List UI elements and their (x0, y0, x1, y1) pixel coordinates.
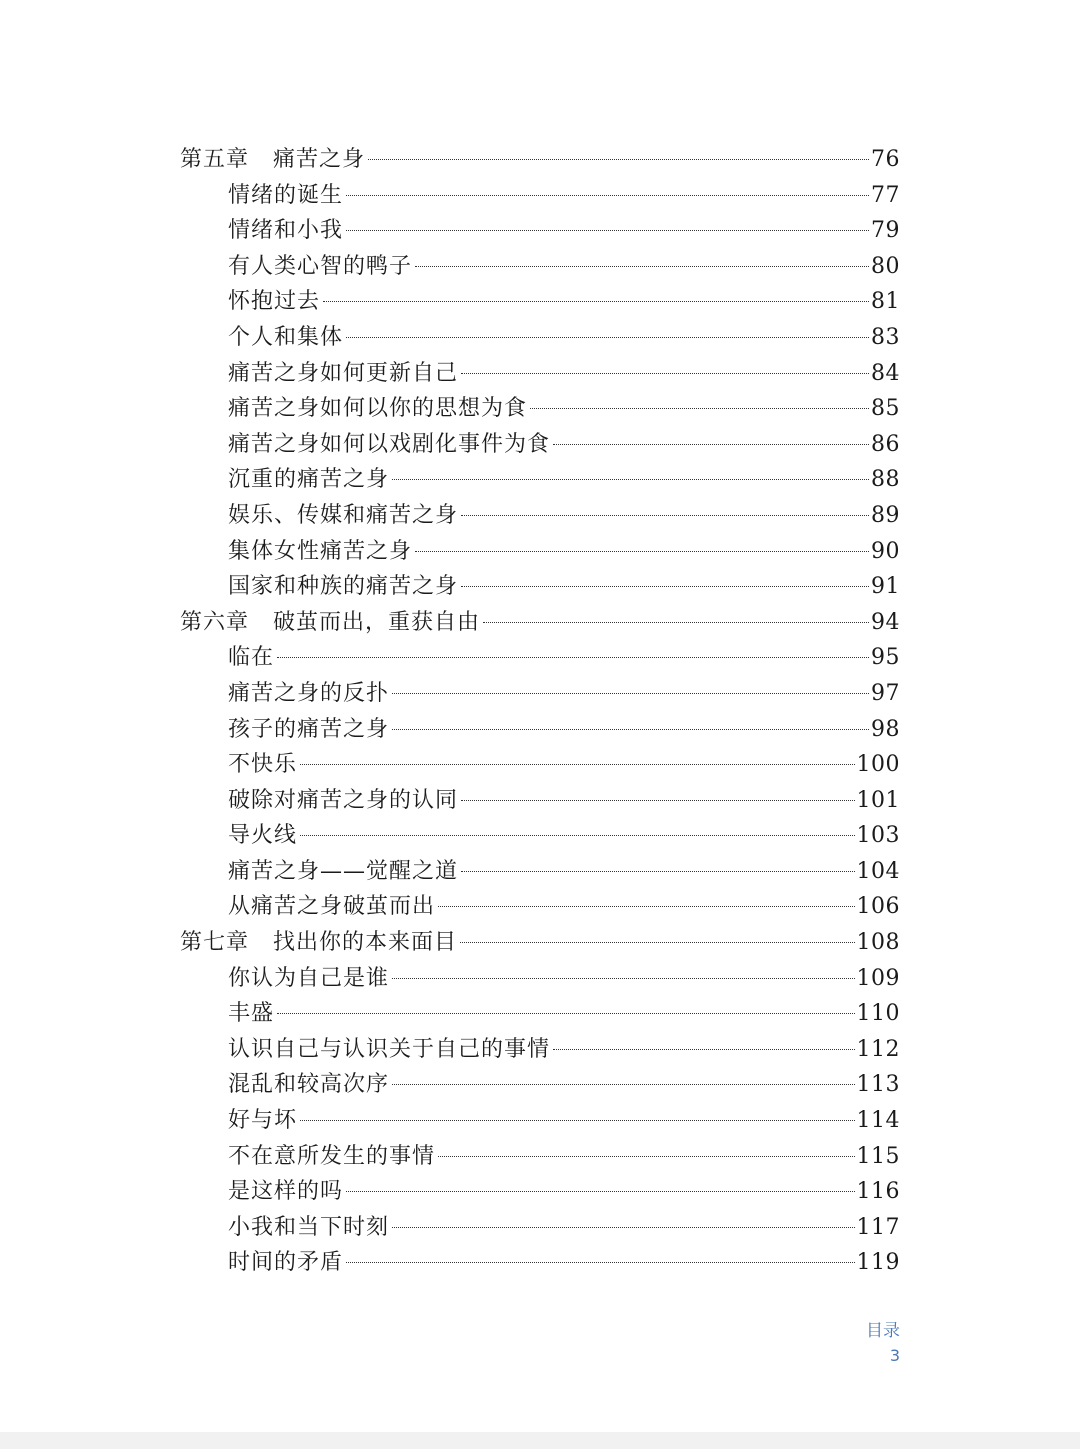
toc-section-entry[interactable] (180, 498, 900, 534)
toc-section-entry[interactable] (180, 356, 900, 392)
dot-leader (277, 657, 869, 658)
section-title: 临在 (228, 645, 275, 671)
toc-page-number: 106 (856, 894, 900, 920)
toc-section-entry[interactable] (180, 1032, 900, 1068)
toc-section-entry[interactable] (180, 1103, 900, 1139)
toc-section-entry[interactable] (180, 961, 900, 997)
section-title: 是这样的吗 (228, 1179, 344, 1205)
toc-page-number: 97 (871, 680, 900, 706)
toc-section-entry[interactable] (180, 462, 900, 498)
section-title: 丰盛 (228, 1001, 275, 1027)
toc-page-number: 109 (856, 965, 900, 991)
toc-section-entry[interactable] (180, 712, 900, 748)
dot-leader (415, 266, 869, 267)
section-title: 导火线 (228, 823, 298, 849)
table-of-contents (180, 142, 900, 1281)
toc-section-entry[interactable] (180, 178, 900, 214)
toc-chapter-entry[interactable] (180, 925, 900, 961)
dot-leader (300, 1120, 854, 1121)
footer-section-label: 目录 (866, 1321, 900, 1341)
dot-leader (392, 978, 854, 979)
toc-page-number: 113 (856, 1072, 900, 1098)
toc-page-number: 108 (856, 930, 900, 956)
section-title: 认识自己与认识关于自己的事情 (228, 1036, 551, 1062)
toc-page-number: 116 (856, 1179, 900, 1205)
toc-page-number: 79 (871, 218, 900, 244)
toc-page-number: 84 (871, 360, 900, 386)
toc-section-entry[interactable] (180, 427, 900, 463)
section-title: 沉重的痛苦之身 (228, 467, 390, 493)
section-title: 国家和种族的痛苦之身 (228, 574, 459, 600)
chapter-number: 第六章 (180, 609, 250, 635)
toc-page-number: 112 (856, 1036, 900, 1062)
toc-page-number: 98 (871, 716, 900, 742)
dot-leader (461, 800, 854, 801)
section-title: 小我和当下时刻 (228, 1214, 390, 1240)
footer-page-number: 3 (889, 1346, 900, 1365)
toc-page-number: 76 (871, 147, 900, 172)
toc-page-number: 90 (871, 538, 900, 564)
dot-leader (392, 729, 869, 730)
toc-page-number: 117 (856, 1214, 900, 1240)
page-footer (866, 1318, 900, 1368)
toc-section-entry[interactable] (180, 747, 900, 783)
dot-leader (438, 906, 854, 907)
dot-leader (323, 301, 869, 302)
dot-leader (483, 622, 869, 623)
dot-leader (438, 1156, 854, 1157)
dot-leader (461, 871, 854, 872)
toc-section-entry[interactable] (180, 818, 900, 854)
toc-chapter-entry[interactable] (180, 605, 900, 641)
dot-leader (300, 835, 854, 836)
section-title: 破除对痛苦之身的认同 (228, 787, 459, 813)
dot-leader (553, 1049, 854, 1050)
dot-leader (346, 337, 869, 338)
toc-page-number: 89 (871, 502, 900, 528)
toc-section-entry[interactable] (180, 1210, 900, 1246)
toc-section-entry[interactable] (180, 213, 900, 249)
section-title: 有人类心智的鸭子 (228, 253, 413, 279)
chapter-number: 第七章 (180, 930, 250, 956)
section-title: 混乱和较高次序 (228, 1072, 390, 1098)
section-title: 痛苦之身如何以你的思想为食 (228, 396, 528, 422)
dot-leader (461, 373, 869, 374)
section-title: 你认为自己是谁 (228, 965, 390, 991)
toc-section-entry[interactable] (180, 676, 900, 712)
toc-section-entry[interactable] (180, 284, 900, 320)
dot-leader (368, 159, 869, 160)
toc-page-number: 95 (871, 645, 900, 671)
toc-section-entry[interactable] (180, 249, 900, 285)
section-title: 好与坏 (228, 1108, 298, 1134)
chapter-title: 找出你的本来面目 (273, 930, 458, 956)
toc-page-number: 110 (856, 1001, 900, 1027)
toc-page-number: 103 (856, 823, 900, 849)
dot-leader (346, 1191, 854, 1192)
section-title: 痛苦之身的反扑 (228, 680, 390, 706)
dot-leader (461, 515, 869, 516)
toc-section-entry[interactable] (180, 854, 900, 890)
section-title: 时间的矛盾 (228, 1250, 344, 1276)
toc-section-entry[interactable] (180, 783, 900, 819)
dot-leader (461, 586, 869, 587)
toc-page-number: 83 (871, 324, 900, 350)
toc-section-entry[interactable] (180, 1245, 900, 1281)
section-title: 个人和集体 (228, 324, 344, 350)
toc-section-entry[interactable] (180, 889, 900, 925)
dot-leader (553, 444, 869, 445)
toc-page-number: 100 (856, 752, 900, 778)
section-title: 怀抱过去 (228, 289, 321, 315)
toc-section-entry[interactable] (180, 996, 900, 1032)
toc-section-entry[interactable] (180, 1067, 900, 1103)
chapter-number: 第五章 (180, 147, 250, 172)
dot-leader (346, 1262, 854, 1263)
section-title: 孩子的痛苦之身 (228, 716, 390, 742)
section-title: 痛苦之身——觉醒之道 (228, 858, 459, 884)
dot-leader (415, 551, 869, 552)
dot-leader (277, 1013, 854, 1014)
toc-section-entry[interactable] (180, 640, 900, 676)
dot-leader (346, 230, 869, 231)
toc-section-entry[interactable] (180, 391, 900, 427)
section-title: 情绪和小我 (228, 218, 344, 244)
toc-page-number: 81 (871, 289, 900, 315)
toc-page-number: 86 (871, 431, 900, 457)
section-title: 情绪的诞生 (228, 182, 344, 208)
toc-page-number: 115 (856, 1143, 900, 1169)
chapter-title: 破茧而出，重获自由 (273, 609, 481, 635)
dot-leader (530, 408, 869, 409)
section-title: 集体女性痛苦之身 (228, 538, 413, 564)
chapter-title: 痛苦之身 (273, 147, 366, 172)
toc-section-entry[interactable] (180, 1174, 900, 1210)
section-title: 痛苦之身如何以戏剧化事件为食 (228, 431, 551, 457)
toc-page-number: 101 (856, 787, 900, 813)
dot-leader (300, 764, 854, 765)
viewer-bottom-band (0, 1432, 1080, 1449)
dot-leader (392, 1227, 854, 1228)
section-title: 从痛苦之身破茧而出 (228, 894, 436, 920)
toc-section-entry[interactable] (180, 569, 900, 605)
section-title: 不快乐 (228, 752, 298, 778)
section-title: 不在意所发生的事情 (228, 1143, 436, 1169)
dot-leader (392, 479, 869, 480)
toc-page-number: 91 (871, 574, 900, 600)
dot-leader (460, 942, 854, 943)
dot-leader (392, 1084, 854, 1085)
section-title: 痛苦之身如何更新自己 (228, 360, 459, 386)
toc-page-number: 119 (856, 1250, 900, 1276)
toc-section-entry[interactable] (180, 320, 900, 356)
toc-page-number: 104 (856, 858, 900, 884)
toc-section-entry[interactable] (180, 534, 900, 570)
toc-page-number: 114 (856, 1108, 900, 1134)
toc-page-number: 94 (871, 609, 900, 635)
toc-page-number: 85 (871, 396, 900, 422)
toc-page-number: 88 (871, 467, 900, 493)
toc-page-number: 80 (871, 253, 900, 279)
toc-section-entry[interactable] (180, 1139, 900, 1175)
dot-leader (392, 693, 869, 694)
dot-leader (346, 195, 869, 196)
section-title: 娱乐、传媒和痛苦之身 (228, 502, 459, 528)
toc-page-number: 77 (871, 182, 900, 208)
toc-chapter-entry[interactable] (180, 142, 900, 178)
